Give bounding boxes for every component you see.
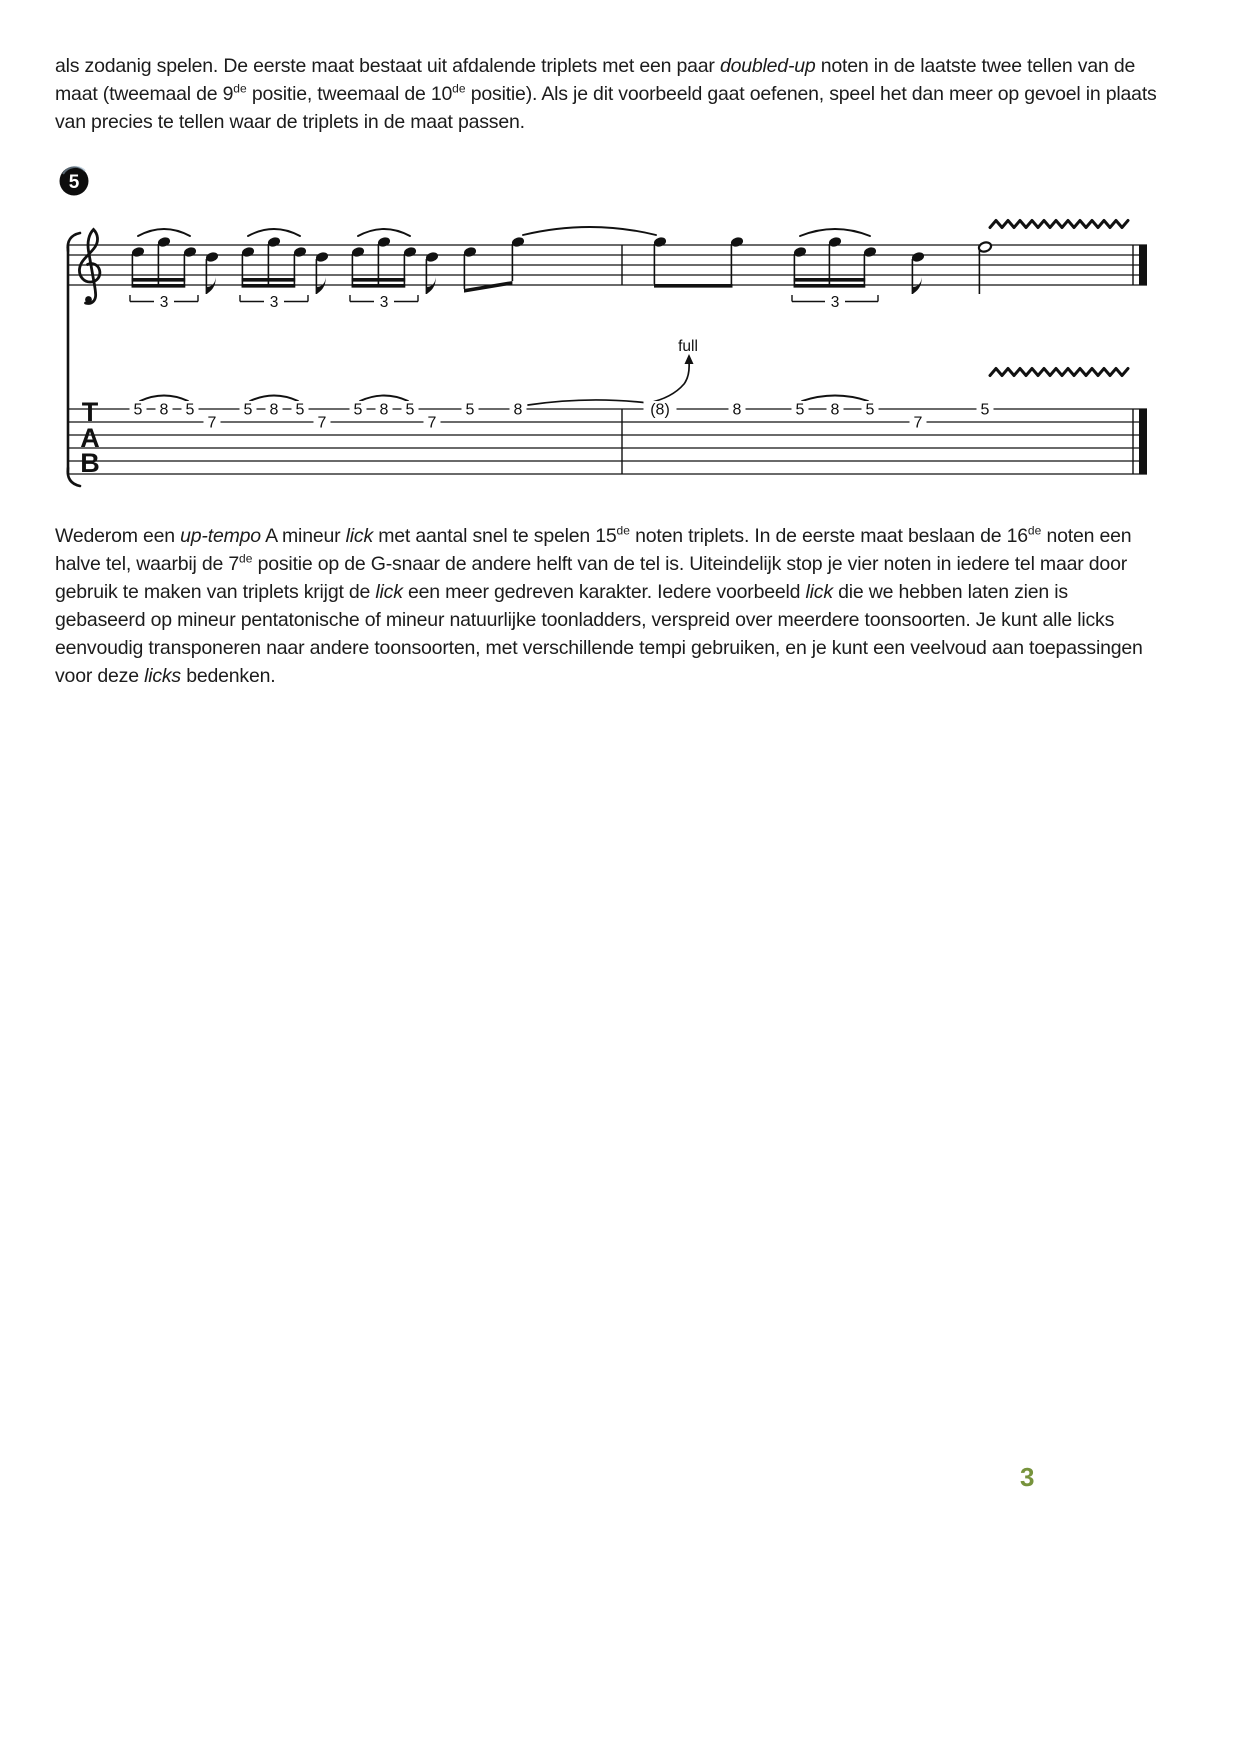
- svg-text:5: 5: [353, 401, 363, 419]
- triplet-brackets: [130, 294, 878, 311]
- tab-letter-b: B: [80, 448, 100, 478]
- svg-text:(8): (8): [650, 401, 670, 419]
- svg-text:8: 8: [732, 401, 742, 419]
- svg-text:8: 8: [513, 401, 523, 419]
- svg-text:8: 8: [269, 401, 279, 419]
- paragraph-top: als zodanig spelen. De eerste maat bestaat uit afdalende triplets met een paar doubled-up noten in de laatste twee tellen van de maat (tweemaal de 9de positie, tweemaal de 10de positie). Als je dit voorbeeld gaat oefenen, speel het dan meer op gevoel in plaats van precies te tellen waar de triplets in de maat passen.: [55, 55, 1157, 133]
- tab-letter-a: A: [80, 423, 100, 453]
- svg-text:8: 8: [379, 401, 389, 419]
- bend-full-label: full: [678, 338, 698, 355]
- svg-text:8: 8: [159, 401, 169, 419]
- svg-text:5: 5: [980, 401, 990, 419]
- svg-text:7: 7: [317, 414, 327, 432]
- svg-text:5: 5: [133, 401, 143, 419]
- svg-text:5: 5: [865, 401, 875, 419]
- svg-text:7: 7: [913, 414, 923, 432]
- badge-number: 5: [68, 172, 80, 193]
- svg-text:5: 5: [405, 401, 415, 419]
- svg-text:5: 5: [795, 401, 805, 419]
- svg-text:5: 5: [185, 401, 195, 419]
- tab-letter-t: T: [81, 397, 99, 427]
- paragraph-bottom: Wederom een up-tempo A mineur lick met aantal snel te spelen 15de noten triplets. In de eerste maat beslaan de 16de noten een halve tel, waarbij de 7de positie op de G-snaar de andere helft van de tel is. Uiteindelijk stop je vier noten in iedere tel maar door gebruik te maken van triplets krijgt de lick een meer gedreven karakter. Iedere voorbeeld lick die we hebben laten zien is gebaseerd op mineur pentatonische of mineur natuurlijke toonladders, verspreid over meerdere toonsoorten. Je kunt alle licks eenvoudig transponeren naar andere toonsoorten, met verschillende tempi gebruiken, en je kunt een veelvoud aan toepassingen voor deze licks bedenken.: [55, 523, 1143, 687]
- staff-drawing: [68, 221, 1147, 487]
- svg-text:3: 3: [830, 294, 840, 311]
- tab-fret-numbers: [130, 401, 994, 432]
- svg-text:3: 3: [269, 294, 279, 311]
- svg-text:3: 3: [379, 294, 389, 311]
- tab-clef-letters: [80, 397, 100, 478]
- svg-text:5: 5: [295, 401, 305, 419]
- svg-text:8: 8: [830, 401, 840, 419]
- example-number-badge: [60, 167, 89, 196]
- svg-text:7: 7: [207, 414, 217, 432]
- svg-text:5: 5: [465, 401, 475, 419]
- svg-text:5: 5: [243, 401, 253, 419]
- svg-text:3: 3: [159, 294, 169, 311]
- music-notation-figure: [0, 0, 1240, 520]
- page-number: 3: [1020, 1462, 1035, 1492]
- svg-text:7: 7: [427, 414, 437, 432]
